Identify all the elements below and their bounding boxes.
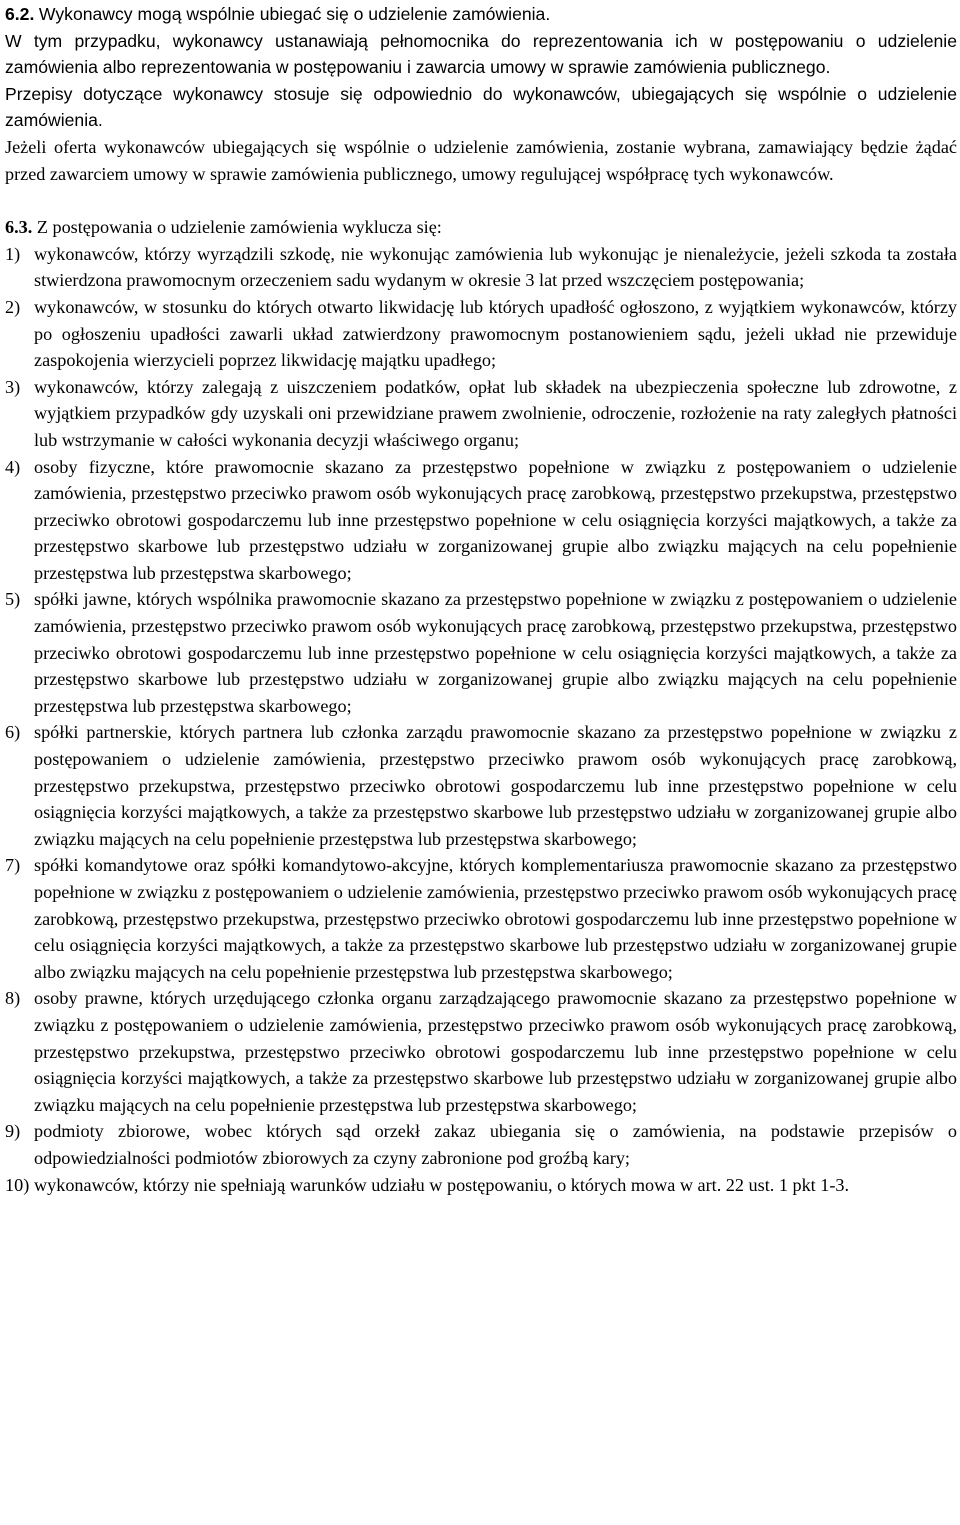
- item-text: spółki komandytowe oraz spółki komandytowo-akcyjne, których komplementariusza prawomocnie skazano za przestępstwo popełnione w związku z postępowaniem o udzielenie zamówienia, przestępstwo przeciwko prawom osób wykonujących pracę zarobkową, przestępstwo przekupstwa, przestępstwo przeciwko obrotowi gospodarczemu lub inne przestępstwo popełnione w celu osiągnięcia korzyści majątkowych, a także za przestępstwo skarbowe lub przestępstwo udziału w zorganizowanej grupie albo związku mających na celu popełnienie przestępstwa lub przestępstwa skarbowego;: [34, 855, 957, 982]
- section-heading: [5, 214, 957, 241]
- list-item: [5, 374, 957, 454]
- item-text: wykonawców, którzy zalegają z uiszczeniem podatków, opłat lub składek na ubezpieczenia społeczne lub zdrowotne, z wyjątkiem przypadków gdy uzyskali oni przewidziane prawem zwolnienie, odroczenie, rozłożenie na raty zaległych płatności lub wstrzymanie w całości wykonania decyzji właściwego organu;: [34, 376, 957, 450]
- item-text: spółki partnerskie, których partnera lub członka zarządu prawomocnie skazano za przestępstwo popełnione w związku z postępowaniem o udzielenie zamówienia, przestępstwo przeciwko prawom osób wykonujących pracę zarobkową, przestępstwo przekupstwa, przestępstwo przeciwko obrotowi gospodarczemu lub inne przestępstwo popełnione w celu osiągnięcia korzyści majątkowych, a także za przestępstwo skarbowe lub przestępstwo udziału w zorganizowanej grupie albo związku mających na celu popełnienie przestępstwa lub przestępstwa skarbowego;: [34, 722, 957, 849]
- list-item: [5, 1118, 957, 1171]
- section-intro: Z postępowania o udzielenie zamówienia wyklucza się:: [36, 217, 442, 238]
- item-number: 3): [5, 376, 21, 397]
- item-text: wykonawców, w stosunku do których otwarto likwidację lub których upadłość ogłoszono, z wyjątkiem wykonawców, którzy po ogłoszeniu upadłości zawarli układ zatwierdzony prawomocnym postanowieniem sądu, jeżeli układ nie przewiduje zaspokojenia wierzycieli poprzez likwidację majątku upadłego;: [34, 296, 957, 371]
- item-number: 4): [5, 456, 21, 477]
- paragraph: W tym przypadku, wykonawcy ustanawiają pełnomocnika do reprezentowania ich w postępowaniu o udzielenie zamówienia albo reprezentowania w postępowaniu i zawarcia umowy w sprawie zamówienia publicznego.: [5, 30, 957, 78]
- section-title: Wykonawcy mogą wspólnie ubiegać się o udzielenie zamówienia.: [38, 4, 551, 24]
- section-heading: [5, 1, 957, 28]
- item-text: spółki jawne, których wspólnika prawomocnie skazano za przestępstwo popełnione w związku z postępowaniem o udzielenie zamówienia, przestępstwo przeciwko prawom osób wykonujących pracę zarobkową, przestępstwo przekupstwa, przestępstwo przeciwko obrotowi gospodarczemu lub inne przestępstwo popełnione w celu osiągnięcia korzyści majątkowych, a także za przestępstwo skarbowe lub przestępstwo udziału w zorganizowanej grupie albo związku mających na celu popełnienie przestępstwa lub przestępstwa skarbowego;: [34, 589, 957, 716]
- item-text: osoby fizyczne, które prawomocnie skazano za przestępstwo popełnione w związku z postępowaniem o udzielenie zamówienia, przestępstwo przeciwko prawom osób wykonujących pracę zarobkową, przestępstwo przekupstwa, przestępstwo przeciwko obrotowi gospodarczemu lub inne przestępstwo popełnione w celu osiągnięcia korzyści majątkowych, a także za przestępstwo skarbowe lub przestępstwo udziału w zorganizowanej grupie albo związku mających na celu popełnienie przestępstwa lub przestępstwa skarbowego;: [34, 456, 957, 583]
- list-item: [5, 719, 957, 852]
- item-text: podmioty zbiorowe, wobec których sąd orzekł zakaz ubiegania się o zamówienia, na podstawie przepisów o odpowiedzialności podmiotów zbiorowych za czyny zabronione pod groźbą kary;: [34, 1121, 957, 1168]
- section-6-3: [5, 214, 957, 1198]
- paragraph: Przepisy dotyczące wykonawcy stosuje się odpowiednio do wykonawców, ubiegających się wspólnie o udzielenie zamówienia.: [5, 83, 957, 131]
- paragraph: Jeżeli oferta wykonawców ubiegających się wspólnie o udzielenie zamówienia, zostanie wybrana, zamawiający będzie żądać przed zawarciem umowy w sprawie zamówienia publicznego, umowy regulującej współpracę tych wykonawców.: [5, 136, 957, 184]
- item-number: 8): [5, 988, 21, 1009]
- item-number: 6): [5, 722, 21, 743]
- item-number: 1): [5, 243, 21, 264]
- list-item: [5, 454, 957, 587]
- list-item: [5, 985, 957, 1118]
- section-number: 6.3.: [5, 217, 33, 238]
- item-number: 2): [5, 296, 21, 317]
- list-item: [5, 241, 957, 294]
- list-item: [5, 294, 957, 374]
- exclusion-list: [5, 241, 957, 1198]
- item-number: 9): [5, 1121, 21, 1142]
- item-text: wykonawców, którzy nie spełniają warunków udziału w postępowaniu, o których mowa w art. 22 ust. 1 pkt 1-3.: [34, 1174, 850, 1195]
- item-number: 5): [5, 589, 21, 610]
- item-number: 7): [5, 855, 21, 876]
- list-item: [5, 586, 957, 719]
- list-item: [5, 1172, 957, 1199]
- item-text: wykonawców, którzy wyrządzili szkodę, nie wykonując zamówienia lub wykonując je nienależycie, jeżeli szkoda ta została stwierdzona prawomocnym orzeczeniem sadu wydanym w okresie 3 lat przed wszczęciem postępowania;: [34, 243, 957, 291]
- item-text: osoby prawne, których urzędującego członka organu zarządzającego prawomocnie skazano za przestępstwo popełnione w związku z postępowaniem o udzielenie zamówienia, przestępstwo przeciwko prawom osób wykonujących pracę zarobkową, przestępstwo przekupstwa, przestępstwo przeciwko obrotowi gospodarczemu lub inne przestępstwo popełnione w celu osiągnięcia korzyści majątkowych, a także za przestępstwo skarbowe lub przestępstwo udziału w zorganizowanej grupie albo związku mających na celu popełnienie przestępstwa lub przestępstwa skarbowego;: [34, 988, 957, 1115]
- section-6-2: [5, 0, 957, 187]
- section-number: 6.2.: [5, 4, 35, 24]
- list-item: [5, 852, 957, 985]
- item-number: 10): [5, 1174, 30, 1195]
